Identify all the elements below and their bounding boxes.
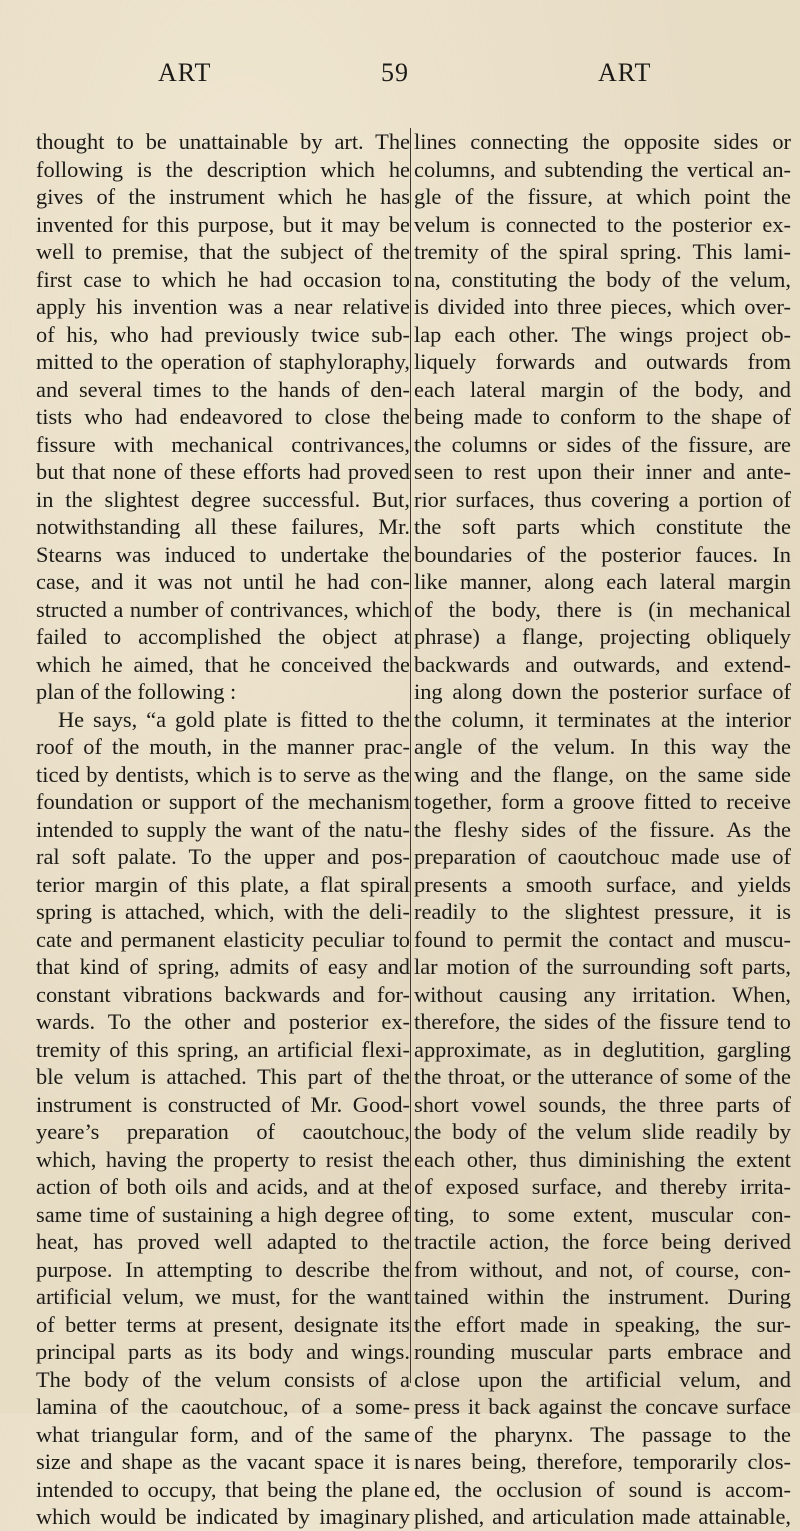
- running-header: [0, 58, 800, 98]
- text-line: found to permit the contact and muscu-: [414, 926, 791, 952]
- text-line: seen to rest upon their inner and ante-: [414, 459, 791, 484]
- text-line: lines connecting the opposite sides or: [414, 129, 791, 154]
- text-line: and several times to the hands of den-: [36, 376, 410, 402]
- text-line: constant vibrations backwards and for-: [36, 981, 410, 1007]
- text-line: He says, “a gold plate is fitted to the: [58, 706, 410, 732]
- text-line: structed a number of contrivances, which: [36, 596, 410, 622]
- text-line: tained within the instrument. During: [414, 1284, 791, 1309]
- text-line: invented for this purpose, but it may be: [36, 211, 410, 237]
- text-line: each lateral margin of the body, and: [414, 376, 791, 402]
- text-line: purpose. In attempting to describe the: [36, 1256, 410, 1282]
- text-line: principal parts as its body and wings.: [36, 1339, 410, 1364]
- text-line: instrument is constructed of Mr. Good-: [36, 1091, 410, 1117]
- text-line: therefore, the sides of the fissure tend to: [414, 1009, 791, 1034]
- text-line: the column, it terminates at the interior: [414, 706, 791, 732]
- text-line: intended to occupy, that being the plane: [36, 1476, 410, 1502]
- page-number: 59: [381, 58, 409, 87]
- text-line: from without, and not, of course, con-: [414, 1256, 791, 1282]
- text-line: phrase) a flange, projecting obliquely: [414, 624, 791, 649]
- text-line: mitted to the operation of staphyloraphy,: [36, 349, 410, 374]
- text-line: cate and permanent elasticity peculiar to: [36, 926, 410, 952]
- text-line: angle of the velum. In this way the: [414, 734, 791, 759]
- text-line: the effort made in speaking, the sur-: [414, 1311, 791, 1337]
- text-line: press it back against the concave surface: [414, 1394, 791, 1419]
- text-line: ral soft palate. To the upper and pos-: [36, 844, 410, 869]
- text-line: rior surfaces, thus covering a portion of: [414, 486, 791, 512]
- text-line: wing and the flange, on the same side: [414, 761, 791, 787]
- text-line: heat, has proved well adapted to the: [36, 1229, 410, 1254]
- left-text-column: [36, 128, 410, 1531]
- text-line: yeare’s preparation of caoutchouc,: [36, 1119, 410, 1144]
- text-line: approximate, as in deglutition, gargling: [414, 1036, 791, 1062]
- text-line: which would be indicated by imaginary: [36, 1504, 410, 1529]
- text-line: of better terms at present, designate its: [36, 1311, 410, 1337]
- text-line: in the slightest degree successful. But,: [36, 486, 410, 512]
- text-line: following is the description which he: [36, 156, 410, 182]
- text-line: the soft parts which constitute the: [414, 514, 791, 539]
- text-line: tists who had endeavored to close the: [36, 404, 410, 429]
- text-line: gle of the fissure, at which point the: [414, 184, 791, 209]
- text-line: of the pharynx. The passage to the: [414, 1421, 791, 1447]
- text-line: liquely forwards and outwards from: [414, 349, 791, 374]
- text-line: spring is attached, which, with the deli-: [36, 899, 410, 924]
- text-line: action of both oils and acids, and at the: [36, 1174, 410, 1199]
- text-line: well to premise, that the subject of the: [36, 239, 410, 264]
- text-line: of his, who had previously twice sub-: [36, 321, 410, 347]
- text-line: is divided into three pieces, which over-: [414, 294, 791, 319]
- text-line: case, and it was not until he had con-: [36, 569, 410, 594]
- text-line: intended to supply the want of the natu-: [36, 816, 410, 842]
- text-line: each other, thus diminishing the extent: [414, 1146, 791, 1172]
- header-left-title: ART: [158, 58, 212, 87]
- text-line: of exposed surface, and thereby irrita-: [414, 1174, 791, 1199]
- text-line: close upon the artificial velum, and: [414, 1366, 791, 1392]
- text-line: the body of the velum slide readily by: [414, 1119, 791, 1144]
- text-line: the columns or sides of the fissure, are: [414, 431, 791, 457]
- text-line: which he aimed, that he conceived the: [36, 651, 410, 677]
- text-line: like manner, along each lateral margin: [414, 569, 791, 594]
- text-line: rounding muscular parts embrace and: [414, 1339, 791, 1364]
- text-line: the fleshy sides of the fissure. As the: [414, 816, 791, 842]
- text-line: terior margin of this plate, a flat spiral: [36, 871, 410, 897]
- text-line: tremity of this spring, an artificial flexi-: [36, 1036, 410, 1062]
- text-line: backwards and outwards, and extend-: [414, 651, 791, 677]
- text-line: thought to be unattainable by art. The: [36, 129, 410, 154]
- text-line: ed, the occlusion of sound is accom-: [414, 1476, 791, 1502]
- text-line: plan of the following :: [36, 679, 237, 704]
- text-line: readily to the slightest pressure, it is: [414, 899, 791, 924]
- text-line: failed to accomplished the object at: [36, 624, 410, 649]
- text-line: boundaries of the posterior fauces. In: [414, 541, 791, 567]
- text-line: lap each other. The wings project ob-: [414, 321, 791, 347]
- text-line: which, having the property to resist the: [36, 1146, 410, 1172]
- right-text-column: [414, 128, 791, 1531]
- text-line: size and shape as the vacant space it is: [36, 1449, 410, 1474]
- text-line: columns, and subtending the vertical an-: [414, 156, 791, 182]
- text-line: apply his invention was a near relative: [36, 294, 410, 319]
- text-line: plished, and articulation made attainable,: [414, 1504, 791, 1529]
- text-line: but that none of these efforts had proved: [36, 459, 410, 484]
- text-line: first case to which he had occasion to: [36, 266, 410, 292]
- text-line: together, form a groove fitted to receive: [414, 789, 791, 814]
- text-line: ticed by dentists, which is to serve as the: [36, 761, 410, 787]
- text-line: tremity of the spiral spring. This lami-: [414, 239, 791, 264]
- text-line: preparation of caoutchouc made use of: [414, 844, 791, 869]
- text-line: that kind of spring, admits of easy and: [36, 954, 410, 979]
- text-line: nares being, therefore, temporarily clos-: [414, 1449, 791, 1474]
- text-line: foundation or support of the mechanism: [36, 789, 410, 814]
- text-line: the throat, or the utterance of some of the: [414, 1064, 791, 1089]
- text-line: Stearns was induced to undertake the: [36, 541, 410, 567]
- text-line: roof of the mouth, in the manner prac-: [36, 734, 410, 759]
- text-line: tractile action, the force being derived: [414, 1229, 791, 1254]
- text-line: what triangular form, and of the same: [36, 1421, 410, 1447]
- text-line: velum is connected to the posterior ex-: [414, 211, 791, 237]
- text-line: without causing any irritation. When,: [414, 981, 791, 1007]
- text-line: The body of the velum consists of a: [36, 1366, 410, 1392]
- text-line: presents a smooth surface, and yields: [414, 871, 791, 897]
- text-line: short vowel sounds, the three parts of: [414, 1091, 791, 1117]
- text-line: ing along down the posterior surface of: [414, 679, 791, 704]
- text-line: artificial velum, we must, for the want: [36, 1284, 410, 1309]
- text-line: lar motion of the surrounding soft parts,: [414, 954, 791, 979]
- text-line: gives of the instrument which he has: [36, 184, 410, 209]
- text-line: same time of sustaining a high degree of: [36, 1201, 410, 1227]
- text-line: ble velum is attached. This part of the: [36, 1064, 410, 1089]
- text-line: being made to conform to the shape of: [414, 404, 791, 429]
- text-line: fissure with mechanical contrivances,: [36, 431, 410, 457]
- text-line: notwithstanding all these failures, Mr.: [36, 514, 410, 539]
- text-line: of the body, there is (in mechanical: [414, 596, 791, 622]
- text-line: na, constituting the body of the velum,: [414, 266, 791, 292]
- text-line: wards. To the other and posterior ex-: [36, 1009, 410, 1034]
- text-line: ting, to some extent, muscular con-: [414, 1201, 791, 1227]
- text-line: lamina of the caoutchouc, of a some-: [36, 1394, 410, 1419]
- header-right-title: ART: [598, 58, 652, 87]
- column-divider: [410, 128, 411, 1383]
